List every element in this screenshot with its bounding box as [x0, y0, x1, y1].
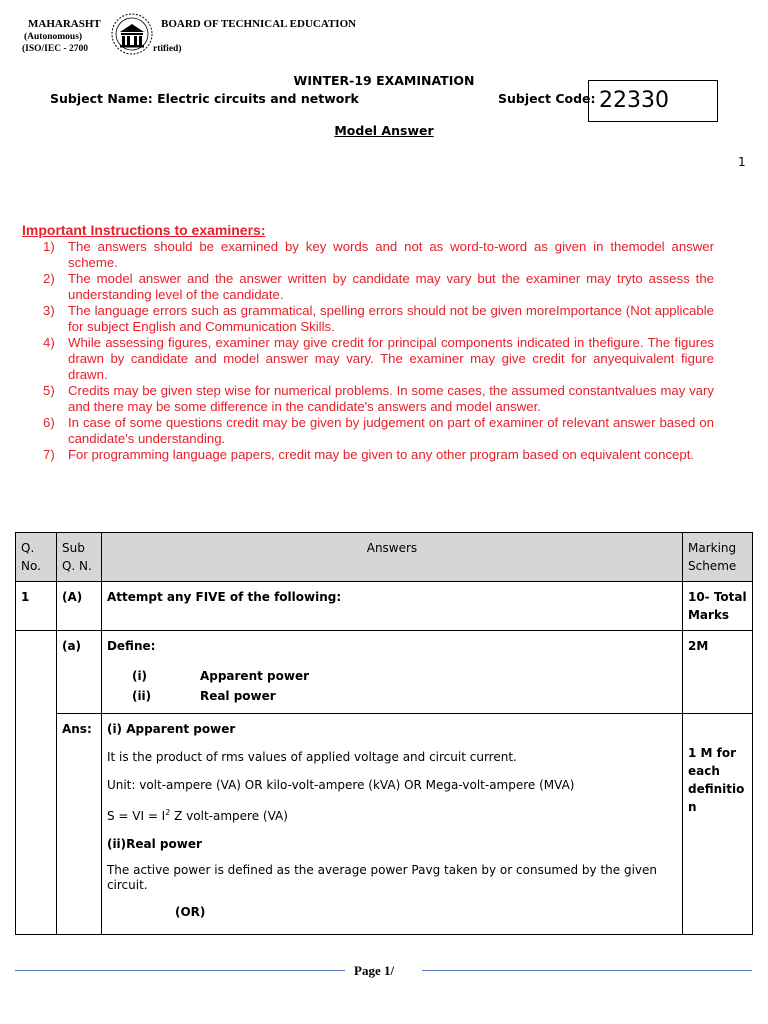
answer-unit: Unit: volt-ampere (VA) OR kilo-volt-ampere (kVA) OR Mega-volt-ampere (MVA): [106, 778, 575, 792]
define-item-text: Real power: [199, 689, 276, 703]
instruction-number: 4): [43, 335, 55, 350]
instruction-number: 6): [43, 415, 55, 430]
instruction-number: 7): [43, 447, 55, 462]
cell-answer: [101, 631, 682, 714]
page-number: 1: [738, 155, 746, 169]
instruction-item: [22, 383, 714, 415]
answer-formula: [107, 804, 677, 825]
instruction-number: 5): [43, 383, 55, 398]
instruction-item: [22, 447, 714, 463]
header-subqn: Sub Q. N.: [56, 533, 101, 582]
instruction-item: [22, 335, 714, 383]
instructions-list: [22, 239, 714, 463]
cell-qno: 1: [16, 582, 57, 631]
cell-answer: [101, 714, 682, 935]
instruction-number: 3): [43, 303, 55, 318]
instruction-text: The answers should be examined by key words and not as word-to-word as given in themodel answer scheme.: [68, 239, 714, 270]
footer-divider-right: [422, 970, 752, 971]
table-row: [16, 714, 753, 935]
instruction-number: 2): [43, 271, 55, 286]
cell-marks: 10- Total Marks: [682, 582, 752, 631]
header-marking: Marking Scheme: [682, 533, 752, 582]
iso-label-right: rtified): [153, 44, 182, 54]
formula-superscript: 2: [165, 808, 171, 817]
define-label: Define:: [106, 639, 156, 653]
instruction-text: In case of some questions credit may be given by judgement on part of examiner of relevant answer based on candidate's understanding.: [68, 415, 714, 446]
cell-qno-empty: [16, 631, 57, 935]
instruction-item: [22, 303, 714, 335]
define-item-text: Apparent power: [199, 669, 310, 683]
define-item-number: (i): [131, 669, 148, 683]
table-header-row: [16, 533, 753, 582]
define-item: [107, 667, 677, 685]
footer-page-label: Page 1/: [354, 963, 395, 978]
board-name-right: BOARD OF TECHNICAL EDUCATION: [161, 18, 357, 30]
instruction-text: The language errors such as grammatical, spelling errors should not be given moreImportance (Not applicable for subject English and Communication Skills.: [68, 303, 714, 334]
subject-code-label: Subject Code:: [498, 91, 596, 106]
header-answers: Answers: [101, 533, 682, 582]
answer-heading: (ii)Real power: [106, 837, 202, 851]
instruction-number: 1): [43, 239, 55, 254]
header-qno: Q. No.: [16, 533, 57, 582]
formula-part: S = VI = I: [106, 809, 166, 823]
footer-divider-left: [15, 970, 345, 971]
instruction-text: While assessing figures, examiner may give credit for principal components indicated in thefigure. The figures drawn by candidate and model answer may vary. The examiner may give credit for anyequivalent figure drawn.: [68, 335, 714, 382]
board-name-left: MAHARASHT: [28, 18, 101, 30]
iso-label-left: (ISO/IEC - 2700: [22, 44, 88, 54]
cell-marks: 2M: [682, 631, 752, 714]
instruction-text: Credits may be given step wise for numerical problems. In some cases, the assumed constantvalues may vary and there may be some difference in the candidate's answers and model answer.: [68, 383, 714, 414]
exam-title: WINTER-19 EXAMINATION: [293, 73, 475, 88]
answer-text: The active power is defined as the average power Pavg taken by or consumed by the given circuit.: [106, 863, 658, 892]
cell-answer: Attempt any FIVE of the following:: [101, 582, 682, 631]
cell-marks: 1 M for each definitio n: [682, 714, 752, 935]
subject-name: Subject Name: Electric circuits and network: [50, 91, 359, 106]
table-row: [16, 631, 753, 714]
define-item: [107, 687, 677, 705]
cell-sub: Ans:: [56, 714, 101, 935]
instruction-item: [22, 271, 714, 303]
instruction-item: [22, 239, 714, 271]
instruction-text: The model answer and the answer written by candidate may vary but the examiner may tryto assess the understanding level of the candidate.: [68, 271, 714, 302]
instruction-item: [22, 415, 714, 447]
answer-table: [15, 532, 753, 935]
model-answer-title: Model Answer: [334, 123, 434, 138]
answer-or: (OR): [174, 905, 206, 919]
cell-sub: (a): [56, 631, 101, 714]
cell-sub: (A): [56, 582, 101, 631]
table-row: [16, 582, 753, 631]
instructions-title: Important Instructions to examiners:: [22, 222, 266, 238]
board-logo-icon: [110, 12, 154, 56]
answer-heading: (i) Apparent power: [106, 722, 236, 736]
define-item-number: (ii): [131, 689, 152, 703]
instruction-text: For programming language papers, credit may be given to any other program based on equivalent concept.: [68, 447, 695, 462]
autonomous-label: (Autonomous): [24, 32, 83, 42]
formula-part: Z volt-ampere (VA): [170, 809, 288, 823]
answer-text: It is the product of rms values of applied voltage and circuit current.: [106, 750, 517, 764]
subject-code-box: 22330: [588, 80, 718, 122]
